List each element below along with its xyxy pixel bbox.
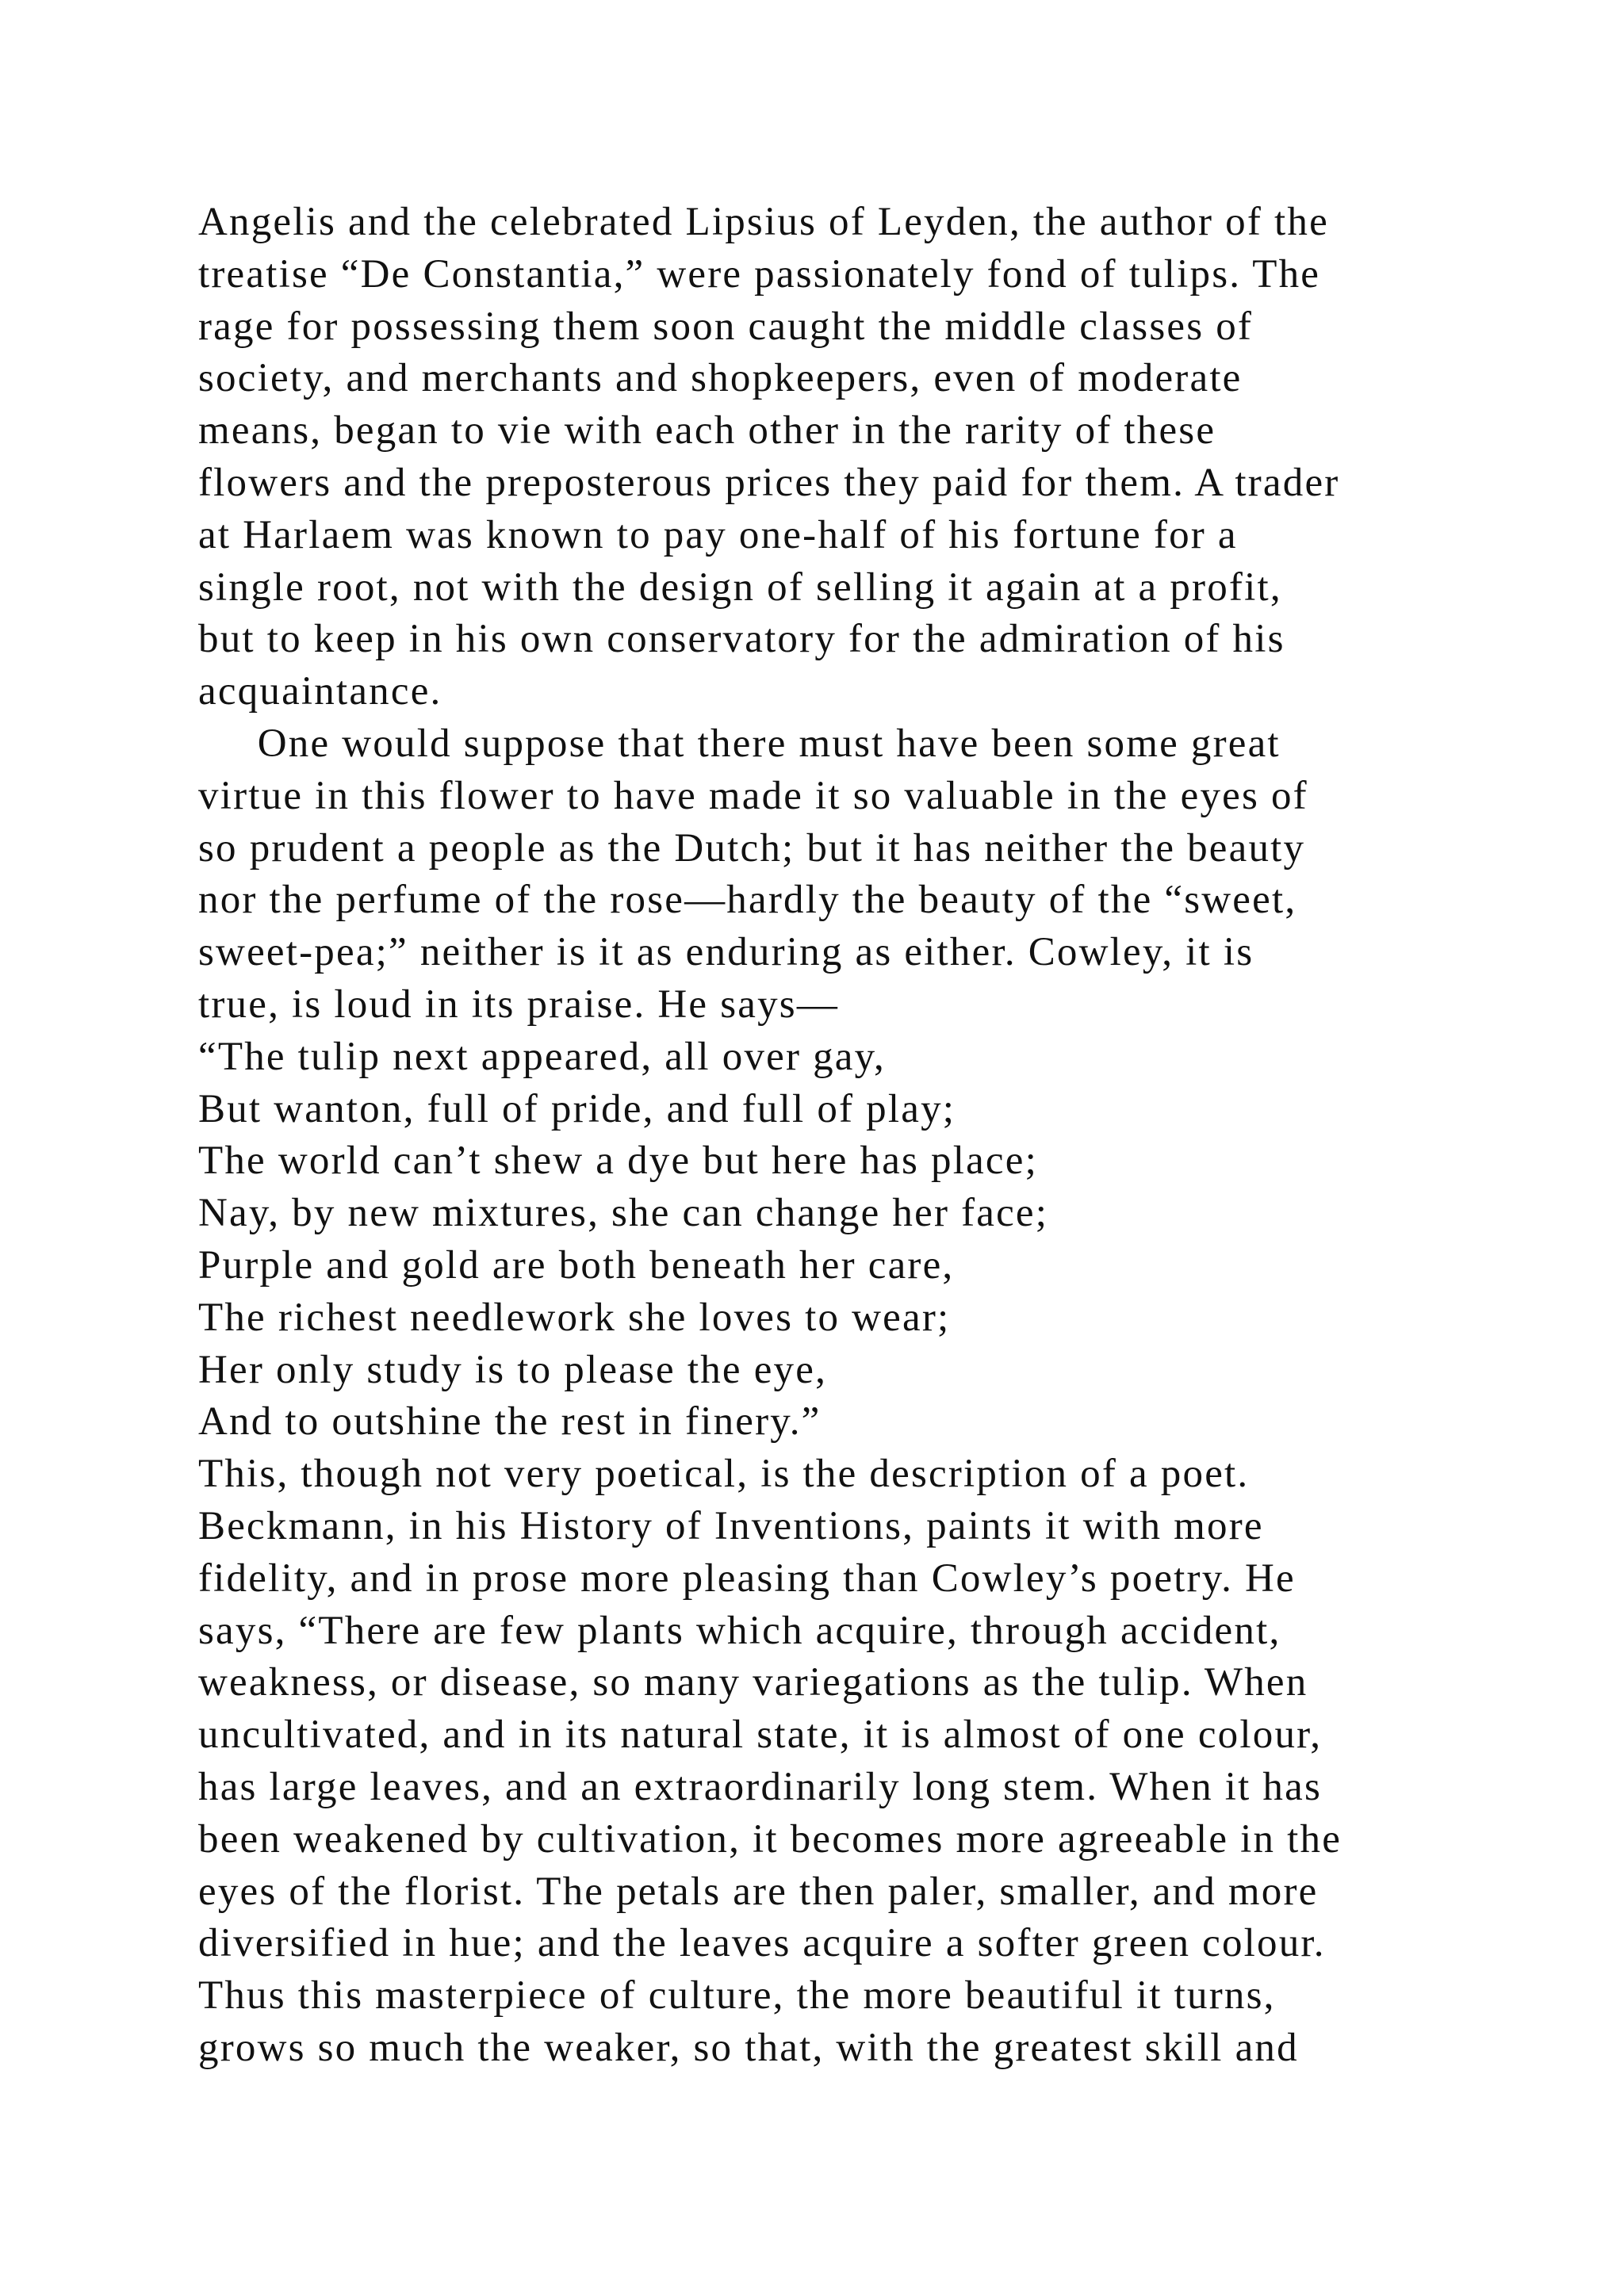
poem-line: Her only study is to please the eye,: [198, 1347, 828, 1392]
poem-line: “The tulip next appeared, all over gay,: [198, 1034, 886, 1079]
text-line: society, and merchants and shopkeepers, even of moderate: [198, 356, 1243, 401]
poem-line: Nay, by new mixtures, she can change her face;: [198, 1191, 1049, 1236]
text-line: weakness, or disease, so many variegations as the tulip. When: [198, 1660, 1308, 1705]
text-line: treatise “De Constantia,” were passionately fond of tulips. The: [198, 251, 1321, 297]
text-line: but to keep in his own conservatory for the admiration of his: [198, 617, 1285, 662]
text-line: Beckmann, in his History of Inventions, paints it with more: [198, 1503, 1264, 1548]
poem-line: And to outshine the rest in finery.”: [198, 1399, 822, 1445]
text-line: rage for possessing them soon caught the middle classes of: [198, 304, 1254, 349]
text-line: acquaintance.: [198, 669, 442, 714]
text-line: true, is loud in its praise. He says—: [198, 982, 840, 1027]
text-line: Thus this masterpiece of culture, the more beautiful it turns,: [198, 1973, 1276, 2019]
text-line: One would suppose that there must have been some great: [198, 721, 1281, 766]
poem-line: The richest needlework she loves to wear;: [198, 1295, 951, 1340]
body-text: [198, 197, 1483, 2075]
text-line: Angelis and the celebrated Lipsius of Leyden, the author of the: [198, 200, 1329, 244]
text-line: has large leaves, and an extraordinarily long stem. When it has: [198, 1764, 1322, 1809]
text-line: uncultivated, and in its natural state, it is almost of one colour,: [198, 1712, 1323, 1758]
text-line: grows so much the weaker, so that, with the greatest skill and: [198, 2025, 1299, 2070]
text-line: means, began to vie with each other in the rarity of these: [198, 408, 1216, 453]
text-line: nor the perfume of the rose—hardly the beauty of the “sweet,: [198, 878, 1297, 923]
poem-line: Purple and gold are both beneath her care,: [198, 1242, 955, 1288]
poem-line: But wanton, full of pride, and full of play;: [198, 1086, 956, 1131]
text-line: says, “There are few plants which acquire, through accident,: [198, 1608, 1281, 1653]
poem-line: The world can’t shew a dye but here has place;: [198, 1138, 1038, 1184]
text-line: virtue in this flower to have made it so valuable in the eyes of: [198, 773, 1308, 818]
text-line: sweet-pea;” neither is it as enduring as either. Cowley, it is: [198, 930, 1254, 975]
text-line: at Harlaem was known to pay one-half of his fortune for a: [198, 512, 1238, 557]
text-line: diversified in hue; and the leaves acquire a softer green colour.: [198, 1921, 1326, 1966]
text-line: This, though not very poetical, is the description of a poet.: [198, 1452, 1250, 1497]
text-line: eyes of the florist. The petals are then paler, smaller, and more: [198, 1869, 1319, 1914]
text-line: flowers and the preposterous prices they paid for them. A trader: [198, 460, 1340, 505]
text-line: so prudent a people as the Dutch; but it has neither the beauty: [198, 825, 1306, 871]
text-line: single root, not with the design of selling it again at a profit,: [198, 564, 1282, 610]
text-line: been weakened by cultivation, it becomes more agreeable in the: [198, 1816, 1342, 1862]
text-line: fidelity, and in prose more pleasing than Cowley’s poetry. He: [198, 1556, 1296, 1601]
